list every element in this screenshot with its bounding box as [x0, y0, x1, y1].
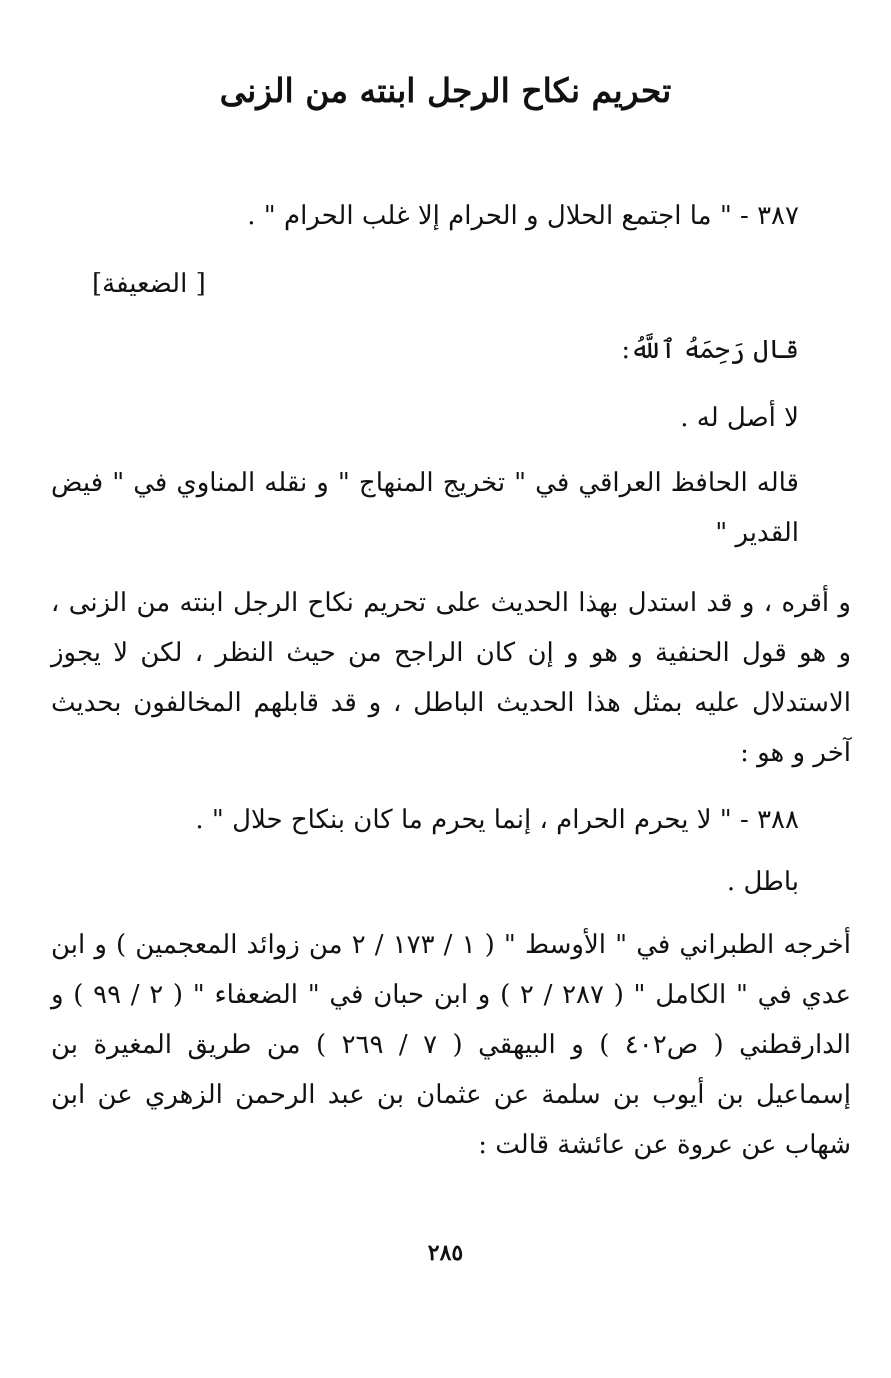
- no-origin-verdict: لا أصل له .: [680, 403, 799, 433]
- discussion-paragraph: و أقره ، و قد استدل بهذا الحديث على تحريم نكاح الرجل ابنته من الزنى ، و هو قول الحنفية و هو و إن كان الراجح من حيث النظر ، لكن لا يجوز الاستدلال عليه بمثل هذا الحديث الباطل ، و قد قابلهم المخالفون بحديث آخر و هو :: [51, 588, 851, 768]
- page-title: تحريم نكاح الرجل ابنته من الزنى: [219, 71, 672, 110]
- hadith-387: ٣٨٧ - " ما اجتمع الحلال و الحرام إلا غلب الحرام " .: [247, 201, 799, 231]
- page-number: ٢٨٥: [427, 1240, 464, 1266]
- source-paragraph: قاله الحافظ العراقي في " تخريج المنهاج " و نقله المناوي في " فيض القدير ": [51, 468, 799, 548]
- grade-label: [ الضعيفة]: [92, 269, 206, 299]
- batil-verdict: باطل .: [726, 867, 799, 897]
- author-said: قال رَحِمَهُ ٱللَّهُ:: [621, 335, 799, 365]
- takhrij-paragraph: أخرجه الطبراني في " الأوسط " ( ١ / ١٧٣ / ٢ من زوائد المعجمين ) و ابن عدي في " الكامل " ( ٢٨٧ / ٢ ) و ابن حبان في " الضعفاء " ( ٢ / ٩٩ ) و الدارقطني ( ص٤٠٢ ) و البيهقي ( ٧ / ٢٦٩ ) من طريق المغيرة بن إسماعيل بن أيوب بن سلمة عن عثمان بن عبد الرحمن الزهري عن ابن شهاب عن عروة عن عائشة قالت :: [51, 930, 851, 1160]
- hadith-388: ٣٨٨ - " لا يحرم الحرام ، إنما يحرم ما كان بنكاح حلال " .: [195, 805, 799, 835]
